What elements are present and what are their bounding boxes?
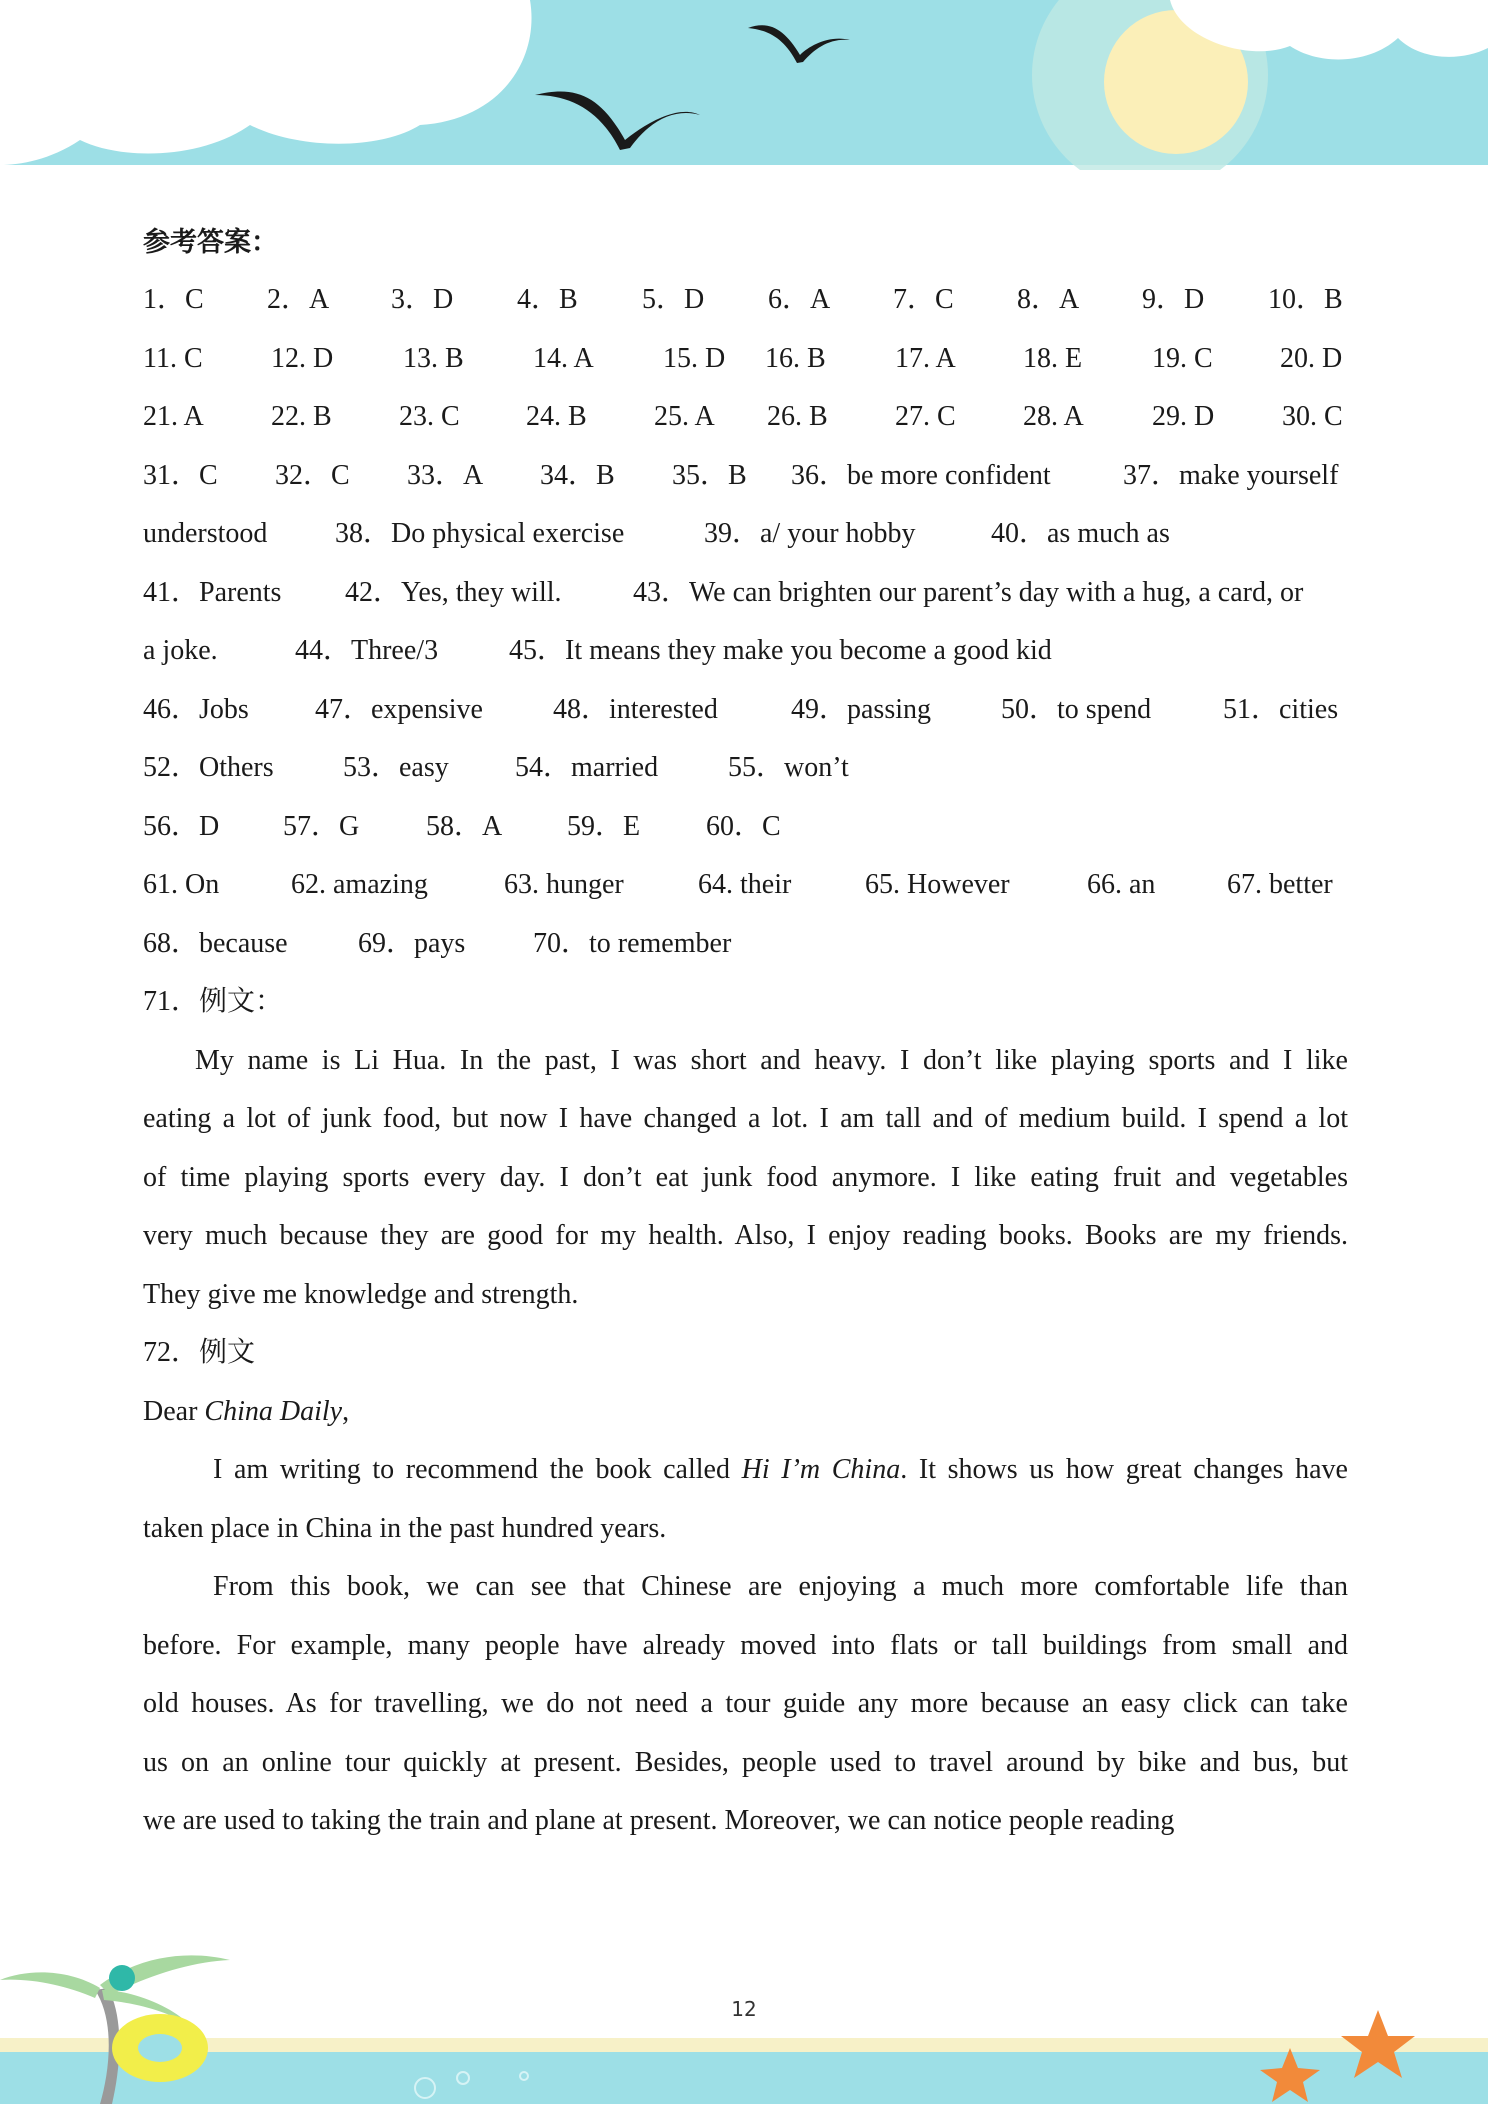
answer-row-1 [143, 271, 1348, 330]
answer-item: 54．married [515, 752, 659, 783]
answer-row-5 [143, 505, 1348, 564]
answer-item: 33．A [407, 460, 484, 491]
answer-item: 64. their [698, 869, 792, 900]
answer-item: 31．C [143, 460, 218, 491]
answer-item: 65. However [865, 869, 1010, 900]
essay72-paragraph2-line: old houses. As for travelling, we do not need a tour guide any more because an easy click can take [143, 1688, 1348, 1719]
answer-item: 63. hunger [504, 869, 624, 900]
answer-item: 6．A [768, 284, 831, 315]
answer-item: 69．pays [358, 928, 466, 959]
answer-row-12 [143, 915, 1348, 974]
essay71-line: of time playing sports every day. I don’t eat junk food anymore. I like eating fruit and vegetables [143, 1162, 1348, 1193]
essay71-line: They give me knowledge and strength. [143, 1279, 579, 1310]
essay71-line: eating a lot of junk food, but now I have changed a lot. I am tall and of medium build. I spend a lot [143, 1103, 1348, 1134]
sky-header-decoration [0, 0, 1488, 170]
answer-item: 42．Yes, they will. [345, 577, 562, 608]
answer-item: 41．Parents [143, 577, 282, 608]
p1-end: . It shows us how great changes have [900, 1454, 1348, 1485]
answer-row-4 [143, 447, 1348, 506]
answer-item: 24. B [526, 401, 587, 432]
coconut-icon [109, 1965, 135, 1991]
essay72-greeting [143, 1383, 349, 1442]
answer-item: 28. A [1023, 401, 1084, 432]
answer-item: 16. B [765, 343, 826, 374]
answer-item: 40．as much as [991, 518, 1170, 549]
answer-item: 18. E [1023, 343, 1083, 374]
answer-item: 23. C [399, 401, 460, 432]
essay71-label: 71．例文： [143, 986, 284, 1017]
answer-item: 35．B [672, 460, 747, 491]
answer-item: 60．C [706, 811, 781, 842]
answer-item: a joke. [143, 635, 218, 666]
answer-row-6 [143, 564, 1348, 623]
p1-start: I am writing to recommend the book called [213, 1454, 742, 1485]
answer-item: 29. D [1152, 401, 1215, 432]
answer-item: 59．E [567, 811, 641, 842]
answer-row-7 [143, 622, 1348, 681]
answer-item: 36．be more confident [791, 460, 1051, 491]
answer-item: 47．expensive [315, 694, 483, 725]
sand-band [0, 2038, 1488, 2052]
answer-item: 34．B [540, 460, 615, 491]
beach-footer-decoration [0, 1930, 1488, 2104]
essay72-paragraph2-line: us on an online tour quickly at present. Besides, people used to travel around by bike and bus, but [143, 1747, 1348, 1778]
answer-item: understood [143, 518, 268, 549]
book-title: Hi I’m China [741, 1454, 901, 1485]
answer-item: 53．easy [343, 752, 449, 783]
answer-item: 30. C [1282, 401, 1343, 432]
essay71-line: very much because they are good for my health. Also, I enjoy reading books. Books are my friends. [143, 1220, 1348, 1251]
answer-item: 7．C [893, 284, 954, 315]
essay72-paragraph1-line: taken place in China in the past hundred years. [143, 1513, 667, 1544]
answer-item: 5．D [642, 284, 705, 315]
answer-heading: 参考答案： [143, 227, 278, 258]
answer-item: 14. A [533, 343, 594, 374]
answer-item: 19. C [1152, 343, 1213, 374]
answer-item: 25. A [654, 401, 715, 432]
answer-row-11 [143, 856, 1348, 915]
answer-item: 44．Three/3 [295, 635, 439, 666]
answer-item: 70．to remember [533, 928, 732, 959]
answer-item: 55．won’t [728, 752, 849, 783]
answer-item: 20. D [1280, 343, 1343, 374]
answer-item: 67. better [1227, 869, 1333, 900]
answer-item: 62. amazing [291, 869, 428, 900]
answer-item: 12. D [271, 343, 334, 374]
answer-item: 13. B [403, 343, 464, 374]
page-number: 12 [731, 1997, 757, 2021]
answer-item: 43．We can brighten our parent’s day with a hug, a card, or [633, 577, 1304, 608]
essay72-paragraph2-line: we are used to taking the train and plane at present. Moreover, we can notice people reading [143, 1805, 1175, 1836]
answer-item: 26. B [767, 401, 828, 432]
answer-row-2 [143, 330, 1348, 389]
answer-item: 46．Jobs [143, 694, 249, 725]
essay72-paragraph2-line: From this book, we can see that Chinese are enjoying a much more comfortable life than [213, 1571, 1348, 1602]
answer-item: 32．C [275, 460, 350, 491]
answer-item: 10．B [1268, 284, 1343, 315]
answer-item: 1．C [143, 284, 204, 315]
swim-ring-hole [138, 2034, 182, 2062]
answer-item: 17. A [895, 343, 956, 374]
answer-item: 9．D [1142, 284, 1205, 315]
answer-item: 68．because [143, 928, 288, 959]
answer-item: 58．A [426, 811, 503, 842]
answer-row-9 [143, 739, 1348, 798]
answer-item: 49．passing [791, 694, 932, 725]
sea-band [0, 2052, 1488, 2104]
answer-item: 48．interested [553, 694, 718, 725]
answer-row-8 [143, 681, 1348, 740]
answer-item: 37．make yourself [1123, 460, 1339, 491]
answer-item: 38．Do physical exercise [335, 518, 625, 549]
greeting-text: Dear [143, 1396, 205, 1427]
essay72-paragraph1-line [143, 1441, 1348, 1500]
answer-item: 56．D [143, 811, 220, 842]
answer-item: 4．B [517, 284, 578, 315]
answer-item: 39．a/ your hobby [704, 518, 916, 549]
answer-item: 22. B [271, 401, 332, 432]
answer-item: 52．Others [143, 752, 274, 783]
answer-item: 15. D [663, 343, 726, 374]
answer-item: 51．cities [1223, 694, 1339, 725]
newspaper-name: China Daily [204, 1396, 343, 1427]
answer-item: 21. A [143, 401, 204, 432]
answer-row-3 [143, 388, 1348, 447]
answer-item: 27. C [895, 401, 956, 432]
answer-row-10 [143, 798, 1348, 857]
essay72-paragraph2-line: before. For example, many people have already moved into flats or tall buildings from small and [143, 1630, 1348, 1661]
palm-leaf [0, 1972, 100, 1998]
answer-item: 11. C [143, 343, 203, 374]
answer-item: 2．A [267, 284, 330, 315]
answer-item: 8．A [1017, 284, 1080, 315]
answer-item: 50．to spend [1001, 694, 1152, 725]
answer-item: 61. On [143, 869, 220, 900]
answer-item: 45．It means they make you become a good kid [509, 635, 1052, 666]
answer-item: 57．G [283, 811, 360, 842]
essay72-label: 72．例文 [143, 1337, 256, 1368]
greeting-comma: , [342, 1396, 350, 1427]
answer-item: 66. an [1087, 869, 1156, 900]
essay71-line: My name is Li Hua. In the past, I was short and heavy. I don’t like playing sports and I like [195, 1045, 1348, 1076]
answer-item: 3．D [391, 284, 454, 315]
